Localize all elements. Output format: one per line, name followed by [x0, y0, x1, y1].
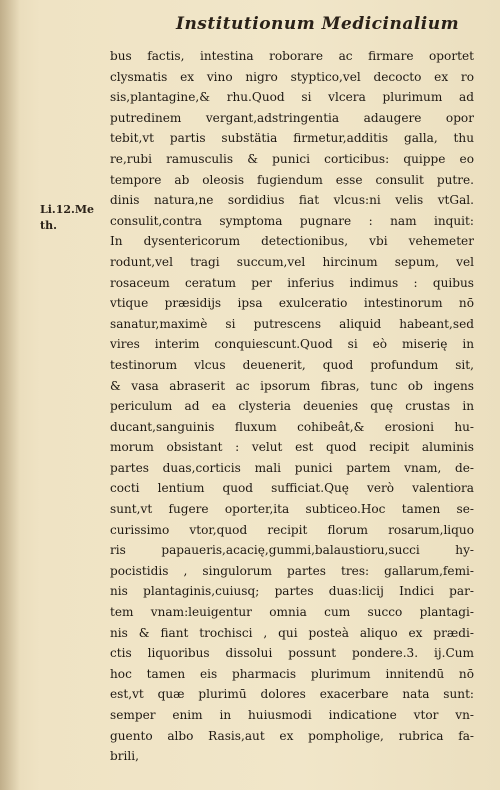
text-line: curissimo vtor,quod recipit florum rosarum,liquo: [110, 522, 474, 537]
text-line: consulit,contra symptoma pugnare : nam inquit:: [110, 213, 474, 228]
text-line: bus factis, intestina roborare ac firmare oportet: [110, 49, 474, 63]
text-line: guento albo Rasis,aut ex pompholige, rubrica fa-: [110, 728, 474, 743]
text-line: tem vnam:leuigentur omnia cum succo plantagi-: [110, 605, 474, 620]
text-line: pocistidis , singulorum partes tres: gallarum,femi-: [110, 563, 474, 578]
text-line: ctis liquoribus dissolui possunt pondere.3. ij.Cum: [110, 646, 474, 661]
text-line: nis & fiant trochisci , qui posteà aliquo ex prædi-: [110, 625, 474, 640]
page-gutter-shadow: [0, 0, 20, 790]
text-line: est,vt quæ plurimū dolores exacerbare nata sunt:: [110, 687, 474, 702]
margin-note-line: Li.12.Me: [40, 203, 95, 216]
text-line: & vasa abraserit ac ipsorum fibras, tunc ob ingens: [110, 378, 474, 393]
text-line: cocti lentium quod sufficiat.Quę verò valentiora: [110, 481, 474, 496]
text-line: periculum ad ea clysteria deuenies quę crustas in: [110, 399, 474, 414]
text-line: dinis natura,ne sordidius fiat vlcus:ni velis vtGal.: [110, 193, 474, 208]
text-line: testinorum vlcus deuenerit, quod profundum sit,: [110, 357, 474, 372]
text-line: sanatur,maximè si putrescens aliquid habeant,sed: [110, 316, 474, 331]
text-line: partes duas,corticis mali punici partem vnam, de-: [110, 460, 474, 475]
text-line: vires interim conquiescunt.Quod si eò miserię in: [110, 337, 474, 352]
text-line: vtique præsidijs ipsa exulceratio intestinorum nō: [110, 296, 474, 311]
text-line: rosaceum ceratum per inferius indimus : quibus: [110, 275, 474, 290]
text-line: brili,: [110, 749, 139, 764]
text-line: sis,plantagine,& rhu.Quod si vlcera plurimum ad: [110, 90, 474, 105]
text-line: hoc tamen eis pharmacis plurimum innitendū nō: [110, 666, 474, 681]
body-text: [110, 46, 474, 767]
text-line: sunt,vt fugere oporter,ita subticeo.Hoc tamen se-: [110, 502, 474, 517]
text-line: tempore ab oleosis fugiendum esse consulit putre.: [110, 172, 474, 187]
text-line: clysmatis ex vino nigro styptico,vel decocto ex ro: [110, 69, 474, 84]
text-line: morum obsistant : velut est quod recipit aluminis: [110, 440, 474, 455]
text-line: In dysentericorum detectionibus, vbi vehemeter: [110, 234, 474, 249]
text-line: nis plantaginis,cuiusq; partes duas:licij Indici par-: [110, 584, 474, 599]
text-line: ducant,sanguinis fluxum cohibeât,& erosioni hu-: [110, 419, 474, 434]
text-line: tebit,vt partis substätia firmetur,additis galla, thu: [110, 131, 474, 146]
text-line: rodunt,vel tragi succum,vel hircinum sepum, vel: [110, 254, 474, 269]
running-title: Institutionum Medicinalium: [176, 14, 460, 34]
text-line: re,rubi ramusculis & punici corticibus: quippe eo: [110, 151, 474, 166]
margin-note: [40, 202, 106, 234]
text-line: semper enim in huiusmodi indicatione vtor vn-: [110, 708, 474, 722]
text-line: putredinem vergant,adstringentia adaugere opor: [110, 110, 474, 125]
text-line: ris papaueris,acacię,gummi,balaustioru,succi hy-: [110, 543, 474, 558]
margin-note-line: th.: [40, 219, 57, 232]
